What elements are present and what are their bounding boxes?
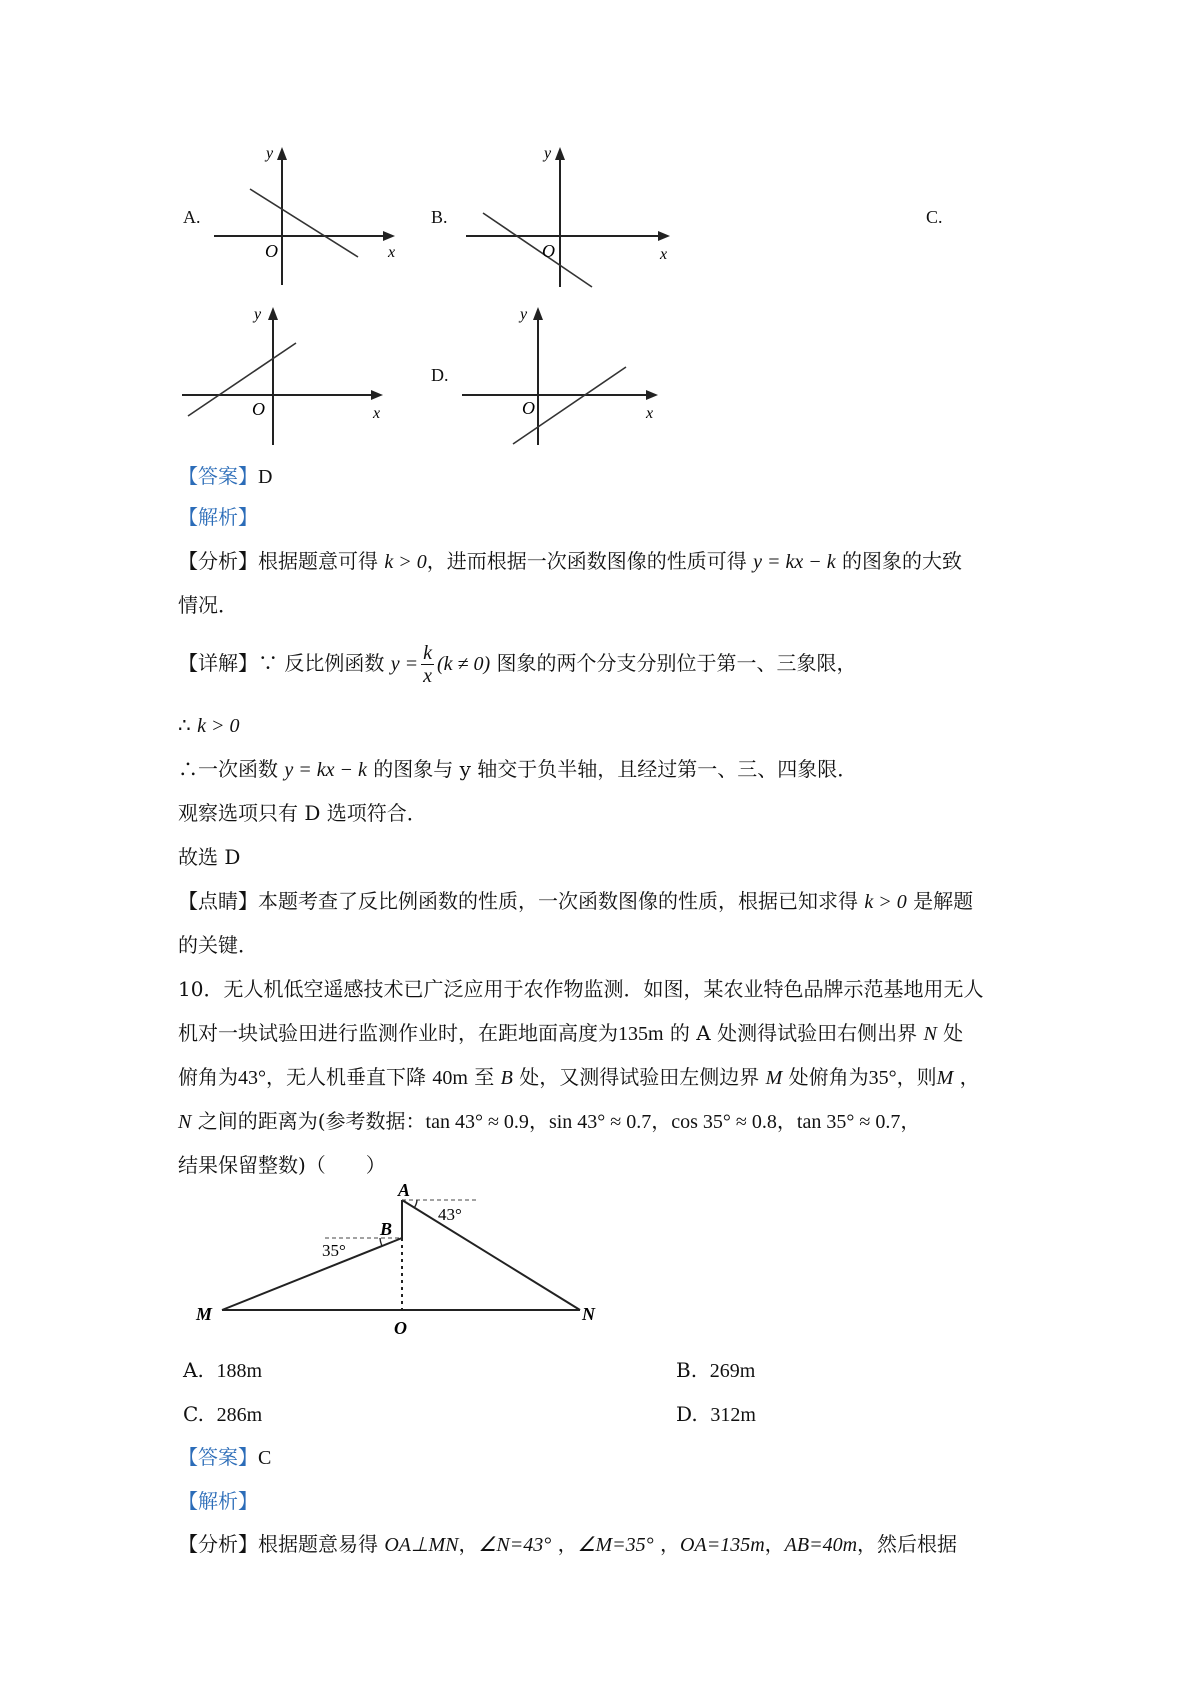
q9-analysis-line <box>178 504 258 530</box>
y-axis-arrow <box>277 147 287 160</box>
q10-line5: 结果保留整数)（ ） <box>178 1153 386 1177</box>
y-label: y <box>520 306 528 323</box>
function-line <box>188 343 296 416</box>
answer-value: C <box>258 1447 272 1469</box>
q10-line2: 机对一块试验田进行监测作业时，在距地面高度为135m 的 A 处测得试验田右侧出界 N 处 <box>178 1021 964 1045</box>
option-d-letter: D. <box>431 365 449 385</box>
y-axis-arrow <box>268 307 278 320</box>
q10-answer-line <box>178 1444 271 1471</box>
x-label: x <box>373 405 381 422</box>
x-label: x <box>660 246 668 263</box>
x-axis-arrow <box>383 231 395 241</box>
option-c-letter: C. <box>926 207 943 227</box>
x-axis-arrow <box>646 390 658 400</box>
x-axis-arrow <box>658 231 670 241</box>
origin-label: O <box>522 398 535 418</box>
label-m: M <box>196 1304 213 1324</box>
origin-label: O <box>265 241 278 261</box>
answer-value: D <box>258 466 273 488</box>
q10-line1: 10．无人机低空遥感技术已广泛应用于农作物监测．如图，某农业特色品牌示范基地用无人 <box>178 977 984 1001</box>
option-b-graph <box>460 145 680 290</box>
q10-line4: N 之间的距离为(参考数据：tan 43° ≈ 0.9，sin 43° ≈ 0.7，cos 35° ≈ 0.8，tan 35° ≈ 0.7， <box>178 1109 921 1133</box>
angle-arc-b <box>380 1238 382 1246</box>
analysis-tag: 【解析】 <box>178 1489 258 1513</box>
option-a-graph <box>210 145 400 290</box>
line-an <box>402 1200 580 1310</box>
label-o: O <box>394 1318 407 1338</box>
q10-option-d: D. 312m <box>676 1402 756 1426</box>
y-label: y <box>254 306 262 323</box>
x-label: x <box>388 244 396 261</box>
q10-option-b: B. 269m <box>676 1358 756 1382</box>
q10-option-c: C. 286m <box>183 1402 263 1426</box>
option-d-graph <box>458 303 668 448</box>
q9-therefore-2: ∴一次函数 y = kx − k 的图象与 y 轴交于负半轴，且经过第一、三、四象限． <box>178 757 858 781</box>
q9-detail-line: 【详解】∵ 反比例函数 y = $\frac{k}{x}$ (k ≠ 0) 图象的两个分支分别位于第一、三象限， <box>178 642 857 687</box>
q9-observe: 观察选项只有 D 选项符合． <box>178 801 427 825</box>
line-bm <box>222 1238 402 1310</box>
q9-dianjing-line1: 【点睛】本题考查了反比例函数的性质，一次函数图像的性质，根据已知求得 k > 0 是解题 <box>178 889 974 913</box>
answer-tag: 【答案】 <box>178 1445 258 1469</box>
answer-tag: 【答案】 <box>178 464 258 488</box>
q10-fenxi-line: 【分析】根据题意易得 OA⊥MN，∠N=43° ，∠M=35° ，OA=135m，AB=40m，然后根据 <box>178 1532 958 1556</box>
label-a: A <box>398 1180 411 1200</box>
y-axis-arrow <box>533 307 543 320</box>
fraction-k-over-x: $\frac{k}{x}$ <box>423 642 432 687</box>
function-line <box>483 213 592 287</box>
y-label: y <box>266 145 274 162</box>
y-label: y <box>544 145 552 162</box>
option-c-graph <box>178 303 393 448</box>
analysis-tag: 【解析】 <box>178 505 258 529</box>
origin-label: O <box>542 241 555 261</box>
y-axis-arrow <box>555 147 565 160</box>
q10-analysis-line <box>178 1488 258 1514</box>
origin-label: O <box>252 399 265 419</box>
angle-label-35: 35° <box>322 1241 346 1260</box>
q9-therefore-1: ∴ k > 0 <box>178 713 240 737</box>
label-b: B <box>380 1219 393 1239</box>
angle-arc-a <box>414 1200 417 1208</box>
q10-option-a: A. 188m <box>183 1358 263 1382</box>
option-b-letter: B. <box>431 207 448 227</box>
q9-fenxi-line1: 【分析】根据题意可得 k > 0，进而根据一次函数图像的性质可得 y = kx − k 的图象的大致 <box>178 549 962 573</box>
x-axis-arrow <box>371 390 383 400</box>
q9-dianjing-line2: 的关键． <box>178 933 258 957</box>
angle-label-43: 43° <box>438 1205 462 1224</box>
q10-diagram <box>180 1178 640 1348</box>
q10-line3: 俯角为43°，无人机垂直下降 40m 至 B 处，又测得试验田左侧边界 M 处俯角为35°，则M ， <box>178 1065 980 1089</box>
option-a-letter: A. <box>183 207 201 227</box>
q9-fenxi-line2: 情况． <box>178 593 238 617</box>
q9-choose: 故选 D <box>178 845 241 869</box>
q9-answer-line <box>178 463 272 490</box>
x-label: x <box>646 405 654 422</box>
label-n: N <box>582 1304 595 1324</box>
